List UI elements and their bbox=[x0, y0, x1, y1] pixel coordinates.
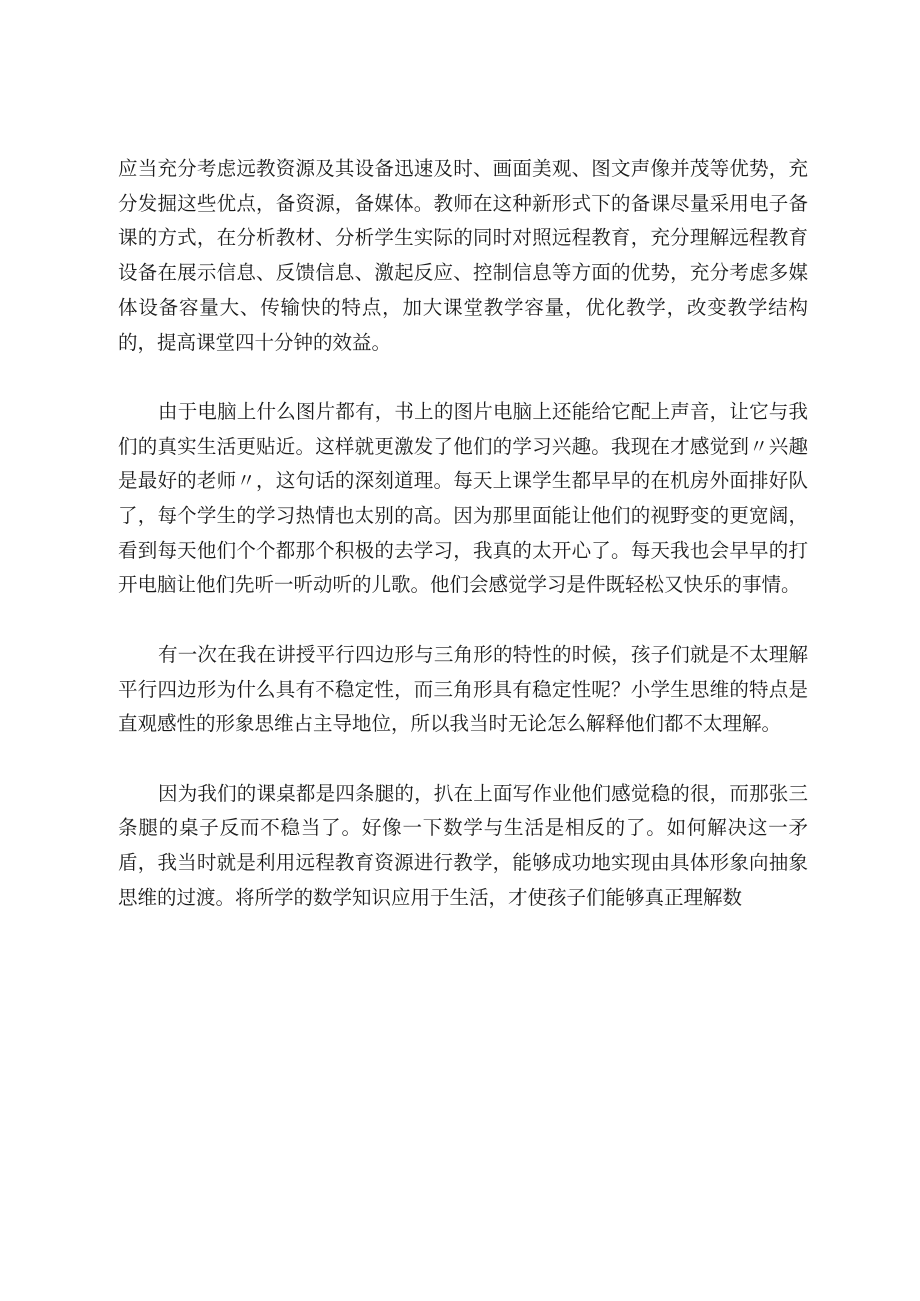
paragraph: 因为我们的课桌都是四条腿的，扒在上面写作业他们感觉稳的很，而那张三条腿的桌子反而不稳当了。好像一下数学与生活是相反的了。如何解决这一矛盾，我当时就是利用远程教育资源进行教学，能够成功地实现由具体形象向抽象思维的过渡。将所学的数学知识应用于生活，才使孩子们能够真正理解数 bbox=[118, 781, 808, 909]
paragraph-continuation: 应当充分考虑远教资源及其设备迅速及时、画面美观、图文声像并茂等优势，充分发掘这些优点，备资源，备媒体。教师在这种新形式下的备课尽量采用电子备课的方式，在分析教材、分析学生实际的同时对照远程教育，充分理解远程教育设备在展示信息、反馈信息、激起反应、控制信息等方面的优势，充分考虑多媒体设备容量大、传输快的特点，加大课堂教学容量，优化教学，改变教学结构的，提高课堂四十分钟的效益。 bbox=[118, 157, 808, 354]
paragraph: 由于电脑上什么图片都有，书上的图片电脑上还能给它配上声音，让它与我们的真实生活更贴近。这样就更激发了他们的学习兴趣。我现在才感觉到〃兴趣是最好的老师〃，这句话的深刻道理。每天上课学生都早早的在机房外面排好队了，每个学生的学习热情也太别的高。因为那里面能让他们的视野变的更宽阔，看到每天他们个个都那个积极的去学习，我真的太开心了。每天我也会早早的打开电脑让他们先听一听动听的儿歌。他们会感觉学习是件既轻松又快乐的事情。 bbox=[118, 399, 808, 597]
paragraph: 有一次在我在讲授平行四边形与三角形的特性的时候，孩子们就是不太理解平行四边形为什么具有不稳定性，而三角形具有稳定性呢？小学生思维的特点是直观感性的形象思维占主导地位，所以我当时无论怎么解释他们都不太理解。 bbox=[118, 642, 808, 736]
document-body bbox=[118, 152, 808, 915]
